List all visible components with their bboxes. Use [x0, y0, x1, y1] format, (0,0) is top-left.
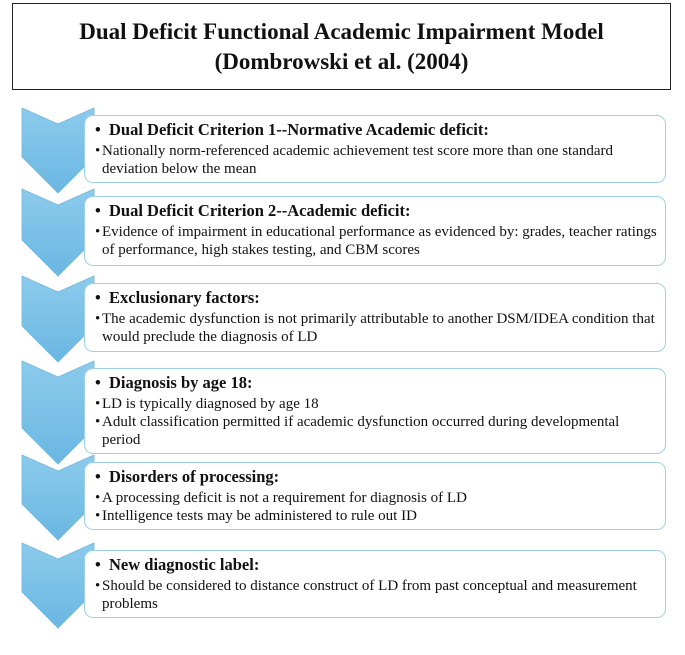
step-heading: • Disorders of processing:	[95, 467, 280, 486]
step-bullet: • Intelligence tests may be administered to rule out ID	[95, 508, 417, 524]
step-heading: • New diagnostic label:	[95, 555, 260, 574]
step-bullet: • Adult classification permitted if academic dysfunction occurred during developmental period	[95, 414, 620, 448]
title-line-1: Dual Deficit Functional Academic Impairment Model	[79, 18, 604, 44]
step-box-6	[84, 550, 666, 618]
step-bullet: • Should be considered to distance construct of LD from past conceptual and measurement problems	[95, 578, 637, 612]
step-bullet: • Evidence of impairment in educational performance as evidenced by: grades, teacher ratings of performance, high stakes testing, and CBM scores	[95, 224, 657, 258]
step-bullet: • The academic dysfunction is not primarily attributable to another DSM/IDEA condition that would preclude the diagnosis of LD	[95, 311, 655, 345]
step-heading: • Dual Deficit Criterion 1--Normative Academic deficit:	[95, 120, 489, 139]
step-box-1	[84, 115, 666, 183]
title-line-2: (Dombrowski et al. (2004)	[214, 48, 469, 74]
step-box-4	[84, 368, 666, 454]
step-heading: • Diagnosis by age 18:	[95, 373, 253, 392]
step-bullet: • Nationally norm-referenced academic achievement test score more than one standard deviation below the mean	[95, 143, 614, 177]
step-bullet: • LD is typically diagnosed by age 18	[95, 396, 319, 412]
step-box-5	[84, 462, 666, 530]
step-heading: • Dual Deficit Criterion 2--Academic deficit:	[95, 201, 411, 220]
step-box-3	[84, 283, 666, 352]
step-heading: • Exclusionary factors:	[95, 288, 260, 307]
step-bullet: • A processing deficit is not a requirement for diagnosis of LD	[95, 490, 467, 506]
step-box-2	[84, 196, 666, 266]
